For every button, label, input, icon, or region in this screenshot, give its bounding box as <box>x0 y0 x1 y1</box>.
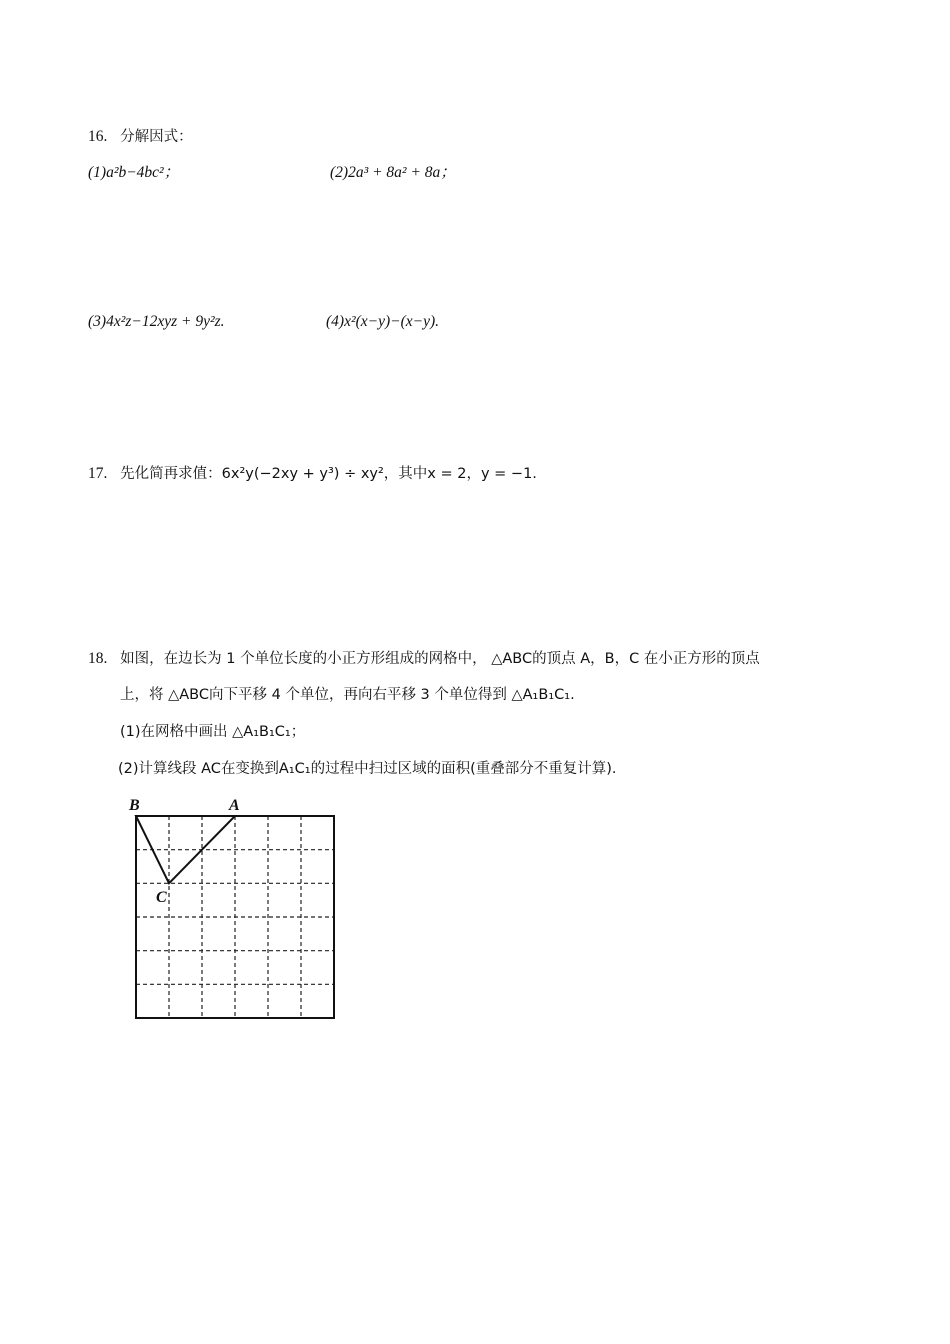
q16-header <box>88 126 193 147</box>
q17-line <box>88 463 537 484</box>
label-a: A <box>229 797 240 814</box>
label-c: C <box>156 889 167 906</box>
q16-part-2: (2)2a³ + 8a² + 8a； <box>330 164 456 181</box>
q18-sub-1: (1)在网格中画出 △A₁B₁C₁； <box>120 724 306 740</box>
q18-sub-2: (2)计算线段 AC在变换到A₁C₁的过程中扫过区域的面积(重叠部分不重复计算). <box>118 761 617 777</box>
grid-svg <box>126 790 351 1030</box>
q18-line-1 <box>88 648 760 669</box>
q16-part-1: (1)a²b−4bc²； <box>88 164 180 181</box>
q16-number: 16. <box>88 128 108 145</box>
q17-number: 17. <box>88 465 108 482</box>
q16-title: 分解因式： <box>120 129 193 145</box>
q16-part-3: (3)4x²z−12xyz + 9y²z. <box>88 313 225 330</box>
q18-grid-figure <box>126 790 351 1030</box>
label-b: B <box>129 797 140 814</box>
q17-text: 先化简再求值：6x²y(−2xy + y³) ÷ xy²，其中x = 2，y = −1. <box>120 466 537 482</box>
q18-text-1: 如图，在边长为 1 个单位长度的小正方形组成的网格中， △ABC的顶点 A，B，C 在小正方形的顶点 <box>120 651 760 667</box>
q16-part-4: (4)x²(x−y)−(x−y). <box>326 313 440 330</box>
q18-text-2: 上，将 △ABC向下平移 4 个单位，再向右平移 3 个单位得到 △A₁B₁C₁. <box>120 687 575 703</box>
grid-dashed-lines <box>136 816 334 1018</box>
q18-number: 18. <box>88 650 108 667</box>
